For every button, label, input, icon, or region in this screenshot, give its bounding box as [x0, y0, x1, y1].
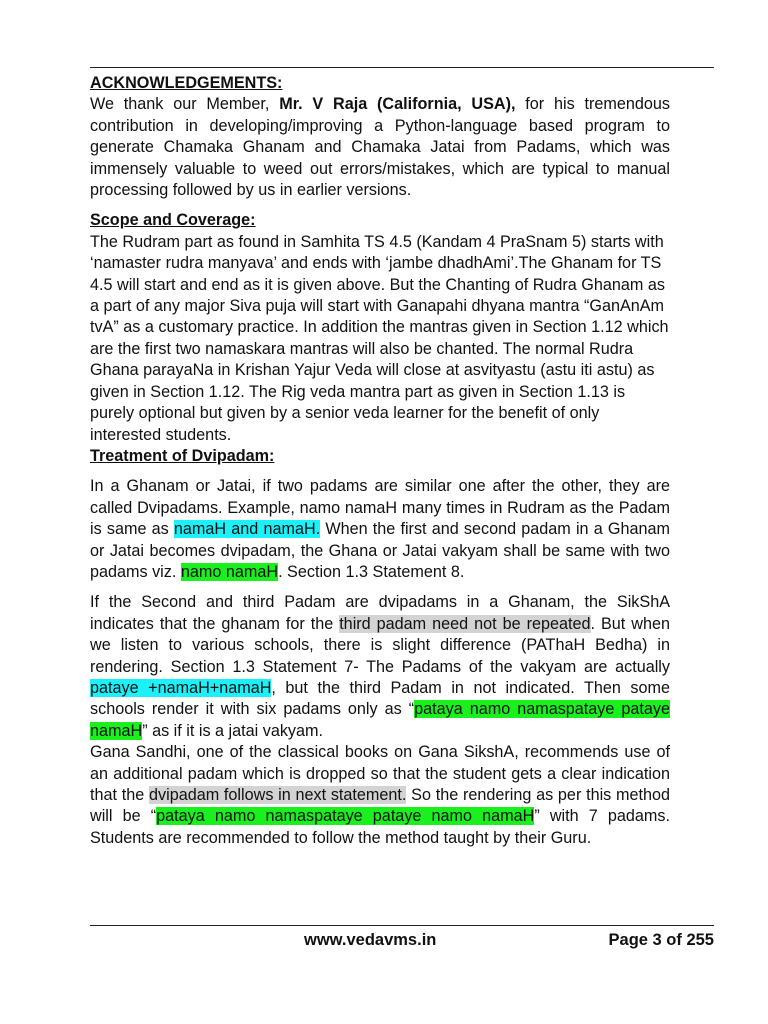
para1-text-b: When the first and second padam in a Ghanam or Jatai becomes dvipadam, the Ghana or Jatai vakyam shall be same with two padams viz.	[90, 520, 670, 581]
scope-heading: Scope and Coverage:	[90, 211, 256, 230]
ack-member-name: Mr. V Raja (California, USA),	[279, 95, 516, 114]
acknowledgements-heading: ACKNOWLEDGEMENTS:	[90, 74, 283, 92]
para2-text-b: . But when we listen to various schools, there is slight difference (PAThaH Bedha) in rendering. Section 1.3 Statement 7- The Padams of the vakyam are actually	[90, 614, 670, 676]
para3-highlight-green: pataya namo namaspataye pataye namo namaH	[156, 807, 535, 826]
para2-text-a: If the Second and third Padam are dvipadams in a Ghanam, the SikShA indicates that the ghanam for the	[90, 593, 670, 633]
footer-website[interactable]: www.vedavms.in	[304, 931, 437, 949]
para1-text-a: In a Ghanam or Jatai, if two padams are similar one after the other, they are called Dvipadams. Example, namo namaH many times in Rudram as the Padam is same as	[90, 477, 670, 539]
para2-highlight-gray: third padam need not be repeated	[339, 614, 591, 633]
para3-highlight-gray: dvipadam follows in next statement.	[149, 786, 407, 804]
para2-text-c: , but the third Padam in not indicated. Then some schools render it with six padams only as “	[90, 678, 671, 719]
ack-text-b: for his tremendous contribution in developing/improving a Python-language based program to generate Chamaka Ghanam and Chamaka Jatai from Padams, which was immensely valuable to weed out errors/mistakes, which are typical to manual processing followed by us in earlier versions.	[90, 95, 670, 200]
page-footer	[90, 928, 714, 952]
acknowledgements-paragraph	[90, 94, 670, 201]
para2-highlight-green: pataya namo namaspataye pataye namaH	[90, 700, 670, 740]
dvipadam-paragraph-1	[90, 476, 670, 583]
dvipadam-heading: Treatment of Dvipadam:	[90, 446, 275, 465]
dvipadam-paragraph-3	[90, 742, 670, 849]
para3-text-a: Gana Sandhi, one of the classical books on Gana SikshA, recommends use of an additional padam which is dropped so that the student gets a clear indication that the	[90, 743, 670, 804]
footer-rule	[90, 925, 714, 926]
para3-text-c: ” with 7 padams. Students are recommended to follow the method taught by their Guru.	[90, 807, 670, 847]
ack-text-a: We thank our Member,	[90, 95, 280, 114]
dvipadam-paragraph-2	[90, 592, 670, 742]
para3-text-b: So the rendering as per this method will be “	[90, 786, 671, 826]
para2-highlight-cyan: pataye +namaH+namaH	[90, 678, 272, 697]
header-rule	[90, 67, 714, 68]
para2-text-d: ” as if it is a jatai vakyam.	[142, 721, 324, 740]
scope-paragraph: The Rudram part as found in Samhita TS 4.5 (Kandam 4 PraSnam 5) starts with ‘namaster rudra manyava’ and ends with ‘jambe dhadhAmi’.The Ghanam for TS 4.5 will start and end as it is given above. But the Chanting of Rudra Ghanam as a part of any major Siva puja will start with Ganapahi dhyana mantra “GanAnAm tvA” as a customary practice. In addition the mantras given in Section 1.12 which are the first two namaskara mantras will also be chanted. The normal Rudra Ghana parayaNa in Krishan Yajur Veda will close at asvityastu (astu iti astu) as given in Section 1.12. The Rig veda mantra part as given in Section 1.13 is purely optional but given by a senior veda learner for the benefit of only interested students.	[90, 232, 669, 444]
para1-text-c: . Section 1.3 Statement 8.	[278, 562, 465, 581]
para1-highlight-cyan: namaH and namaH.	[173, 520, 321, 539]
page-content	[90, 73, 670, 849]
footer-page-number: Page 3 of 255	[608, 931, 714, 949]
para1-highlight-green: namo namaH	[180, 562, 279, 581]
